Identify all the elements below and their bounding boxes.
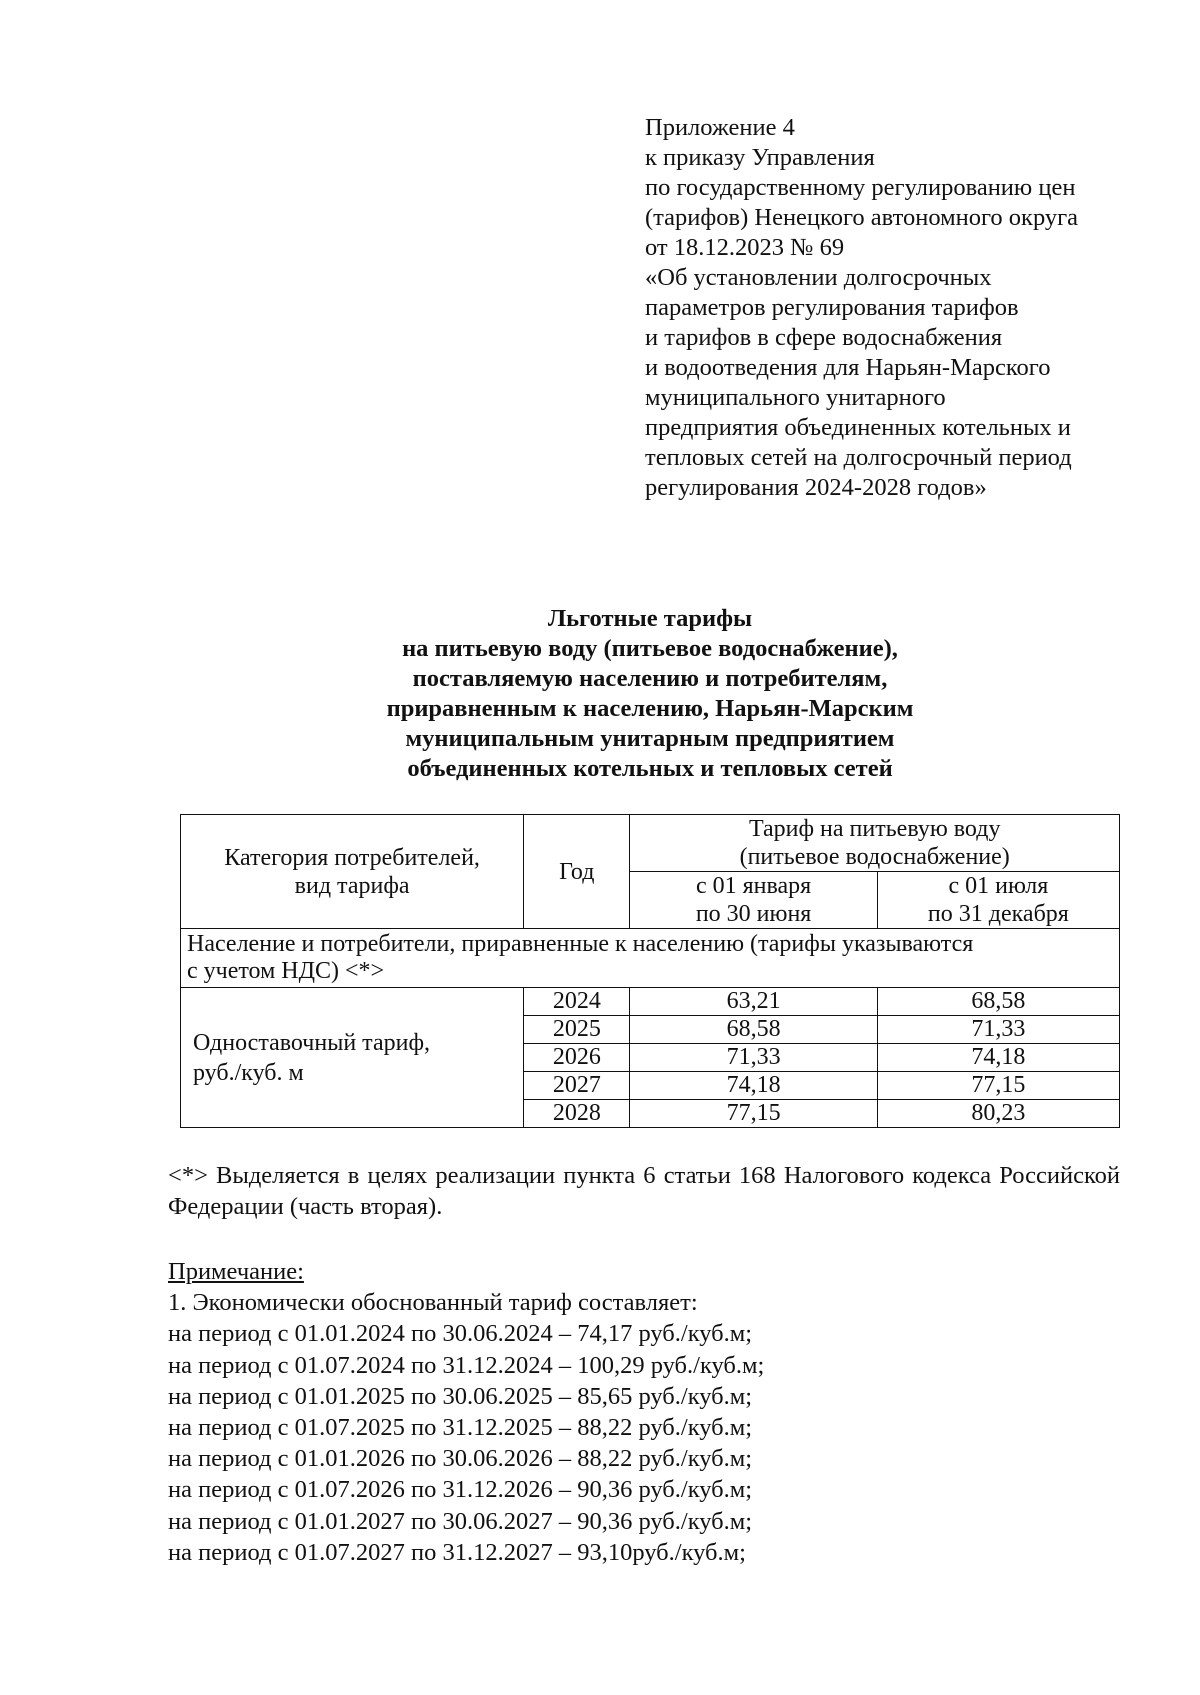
- tariff-first-half-cell: 68,58: [630, 1016, 877, 1044]
- tariff-first-half-cell: 74,18: [630, 1072, 877, 1100]
- notes-period-line: на период с 01.07.2025 по 31.12.2025 – 88,22 руб./куб.м;: [168, 1414, 753, 1442]
- appendix-line: предприятия объединенных котельных и: [645, 414, 1071, 441]
- year-cell: 2028: [524, 1100, 630, 1128]
- table-header-row: [181, 815, 1120, 872]
- period-line: по 31 декабря: [927, 901, 1069, 927]
- appendix-line: муниципального унитарного: [645, 384, 946, 411]
- appendix-reference: [645, 113, 1165, 503]
- header-period-first-half: [630, 872, 877, 929]
- header-year: Год: [524, 815, 630, 929]
- document-title: [180, 604, 1120, 784]
- section-line: Население и потребители, приравненные к населению (тарифы указываются: [187, 931, 974, 957]
- tariff-first-half-cell: 63,21: [630, 988, 877, 1016]
- year-cell: 2025: [524, 1016, 630, 1044]
- notes-period-line: на период с 01.07.2024 по 31.12.2024 – 100,29 руб./куб.м;: [168, 1351, 765, 1379]
- section-line: с учетом НДС) <*>: [187, 958, 385, 984]
- tariff-second-half-cell: 68,58: [877, 988, 1119, 1016]
- footnote: <*> Выделяется в целях реализации пункта 6 статьи 168 Налогового кодекса Российской Федерации (часть вторая).: [168, 1162, 1120, 1220]
- table-row: [181, 988, 1120, 1016]
- header-period-second-half: [877, 872, 1119, 929]
- notes-period-line: на период с 01.07.2026 по 31.12.2026 – 90,36 руб./куб.м;: [168, 1476, 753, 1504]
- title-line: приравненным к населению, Нарьян-Марским: [386, 695, 914, 722]
- period-line: по 30 июня: [695, 901, 812, 927]
- category-line: Одноставочный тариф,: [193, 1029, 431, 1056]
- title-line: на питьевую воду (питьевое водоснабжение),: [402, 635, 898, 662]
- title-line: поставляемую населению и потребителям,: [412, 665, 888, 692]
- appendix-line: Приложение 4: [645, 114, 795, 141]
- tariff-first-half-cell: 77,15: [630, 1100, 877, 1128]
- period-line: с 01 января: [695, 873, 812, 899]
- title-line: муниципальным унитарным предприятием: [405, 725, 895, 752]
- notes-heading: Примечание:: [168, 1258, 304, 1285]
- notes-item: 1. Экономически обоснованный тариф составляет:: [168, 1289, 698, 1317]
- category-line: руб./куб. м: [193, 1059, 304, 1086]
- appendix-line: от 18.12.2023 № 69: [645, 234, 845, 261]
- table-section-row: [181, 929, 1120, 988]
- appendix-line: по государственному регулированию цен: [645, 174, 1076, 201]
- notes-period-line: на период с 01.01.2026 по 30.06.2026 – 88,22 руб./куб.м;: [168, 1445, 753, 1473]
- notes-period-line: на период с 01.01.2024 по 30.06.2024 – 74,17 руб./куб.м;: [168, 1320, 753, 1348]
- notes-section: [168, 1256, 1120, 1568]
- appendix-line: «Об установлении долгосрочных: [645, 264, 992, 291]
- year-cell: 2024: [524, 988, 630, 1016]
- appendix-line: тепловых сетей на долгосрочный период: [645, 444, 1072, 471]
- appendix-line: параметров регулирования тарифов: [645, 294, 1019, 321]
- header-category-line: Категория потребителей,: [224, 844, 480, 871]
- appendix-line: (тарифов) Ненецкого автономного округа: [645, 204, 1079, 231]
- appendix-line: и тарифов в сфере водоснабжения: [645, 324, 1003, 351]
- header-tariff-line: (питьевое водоснабжение): [739, 844, 1010, 870]
- tariff-first-half-cell: 71,33: [630, 1044, 877, 1072]
- tariff-table: [180, 814, 1120, 1128]
- header-tariff-line: Тариф на питьевую воду: [748, 816, 1001, 842]
- header-tariff-group: [630, 815, 1120, 872]
- title-line: Льготные тарифы: [547, 605, 753, 632]
- notes-period-line: на период с 01.01.2025 по 30.06.2025 – 85,65 руб./куб.м;: [168, 1382, 753, 1410]
- header-category: [181, 815, 524, 929]
- year-cell: 2026: [524, 1044, 630, 1072]
- appendix-line: к приказу Управления: [645, 144, 875, 171]
- appendix-line: регулирования 2024-2028 годов»: [645, 474, 987, 501]
- tariff-second-half-cell: 71,33: [877, 1016, 1119, 1044]
- notes-period-line: на период с 01.07.2027 по 31.12.2027 – 93,10руб./куб.м;: [168, 1538, 746, 1566]
- tariff-second-half-cell: 74,18: [877, 1044, 1119, 1072]
- appendix-line: и водоотведения для Нарьян-Марского: [645, 354, 1051, 381]
- section-heading: [181, 929, 1120, 988]
- period-line: с 01 июля: [948, 873, 1049, 899]
- title-line: объединенных котельных и тепловых сетей: [407, 755, 893, 782]
- header-category-line: вид тарифа: [294, 872, 410, 899]
- tariff-second-half-cell: 77,15: [877, 1072, 1119, 1100]
- notes-period-line: на период с 01.01.2027 по 30.06.2027 – 90,36 руб./куб.м;: [168, 1507, 753, 1535]
- tariff-category: [181, 988, 524, 1128]
- tariff-second-half-cell: 80,23: [877, 1100, 1119, 1128]
- year-cell: 2027: [524, 1072, 630, 1100]
